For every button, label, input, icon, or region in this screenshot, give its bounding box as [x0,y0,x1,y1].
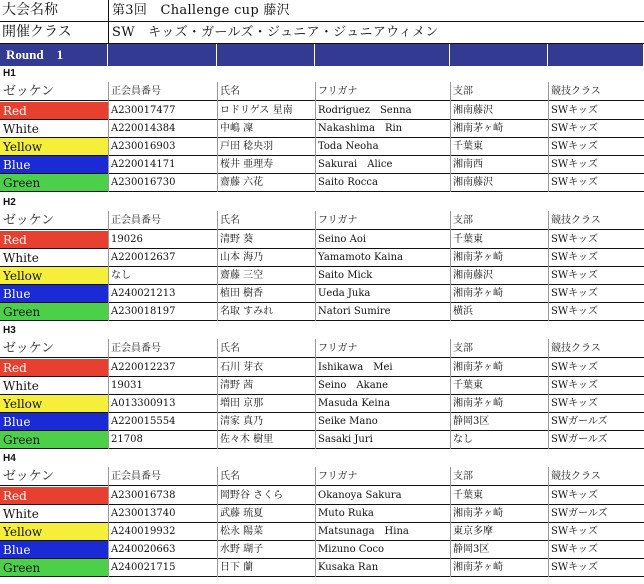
cell-name: 増田 京那 [217,395,315,413]
cell-name: 山本 海乃 [217,249,315,267]
cell-kana: Saito Mick [315,267,450,285]
cell-class: SWキッズ [548,395,644,413]
round-label: Round 1 [6,47,64,62]
cell-branch: 湘南茅ヶ崎 [450,559,548,577]
cell-member-no: A230013740 [108,505,217,523]
grid-line [315,82,316,192]
cell-class: SWキッズ [548,523,644,541]
cell-branch: 湘南西 [450,156,548,174]
bib-color-cell: Yellow [0,523,108,541]
round-cell [315,44,450,66]
cell-branch: 湘南茅ヶ崎 [450,285,548,303]
grid-line [548,339,549,449]
column-header-member-no: 正会員番号 [108,82,217,101]
cell-member-no: A013300913 [108,395,217,413]
column-header-bib: ゼッケン [0,82,108,101]
cell-branch: 東京多摩 [450,523,548,541]
cell-kana: Rodriguez Senna [315,102,450,120]
cell-name: 松永 陽菜 [217,523,315,541]
column-header-branch: 支部 [450,339,548,358]
column-header-bib: ゼッケン [0,467,108,486]
cell-branch: 湘南藤沢 [450,102,548,120]
cell-member-no: A230016738 [108,487,217,505]
cell-name: 齋藤 六花 [217,174,315,192]
bib-color-cell: Blue [0,156,108,174]
column-header-name: 氏名 [217,467,315,486]
cell-name: 中嶋 凜 [217,120,315,138]
bib-color-cell: Green [0,174,108,192]
cell-kana: Ishikawa Mei [315,359,450,377]
grid-line [108,339,109,449]
heat-label: H3 [3,325,16,336]
cell-kana: Seino Aoi [315,231,450,249]
grid-line [450,339,451,449]
column-header-branch: 支部 [450,211,548,230]
grid-line [315,339,316,449]
cell-kana: Sasaki Juri [315,431,450,449]
cell-member-no: A230018197 [108,303,217,321]
round-cell [108,44,217,66]
cell-branch: 湘南茅ヶ崎 [450,395,548,413]
cell-class: SWキッズ [548,559,644,577]
cell-member-no: A220015554 [108,413,217,431]
cell-branch: 湘南茅ヶ崎 [450,505,548,523]
cell-name: 清野 葵 [217,231,315,249]
event-class-row [0,22,644,44]
column-header-kana: フリガナ [315,211,450,230]
column-header-bib: ゼッケン [0,339,108,358]
cell-class: SWガールズ [548,505,644,523]
cell-kana: Sakurai Alice [315,156,450,174]
column-header-name: 氏名 [217,211,315,230]
cell-name: ロドリゲス 星南 [217,102,315,120]
column-header-bib: ゼッケン [0,211,108,230]
cell-member-no: A230016903 [108,138,217,156]
cell-member-no: A220012237 [108,359,217,377]
cell-name: 武藤 琉夏 [217,505,315,523]
bib-color-cell: White [0,377,108,395]
cell-kana: Muto Ruka [315,505,450,523]
column-header-member-no: 正会員番号 [108,211,217,230]
cell-kana: Ueda Juka [315,285,450,303]
bib-color-cell: Yellow [0,138,108,156]
grid-line [548,82,549,192]
cell-class: SWキッズ [548,156,644,174]
cell-class: SWガールズ [548,413,644,431]
grid-line [548,211,549,321]
cell-class: SWキッズ [548,303,644,321]
column-header-member-no: 正会員番号 [108,339,217,358]
cell-member-no: A220014384 [108,120,217,138]
bib-color-cell: Green [0,431,108,449]
column-header-member-no: 正会員番号 [108,467,217,486]
column-header-name: 氏名 [217,82,315,101]
cell-name: 齋藤 三空 [217,267,315,285]
cell-member-no: A240019932 [108,523,217,541]
cell-branch: 湘南茅ヶ崎 [450,359,548,377]
grid-line [217,211,218,321]
bib-color-cell: Green [0,559,108,577]
cell-class: SWキッズ [548,377,644,395]
cell-branch: 湘南茅ヶ崎 [450,120,548,138]
cell-class: SWキッズ [548,285,644,303]
column-header-class: 競技クラス [548,467,644,486]
bib-color-cell: Yellow [0,267,108,285]
event-name-label: 大会名称 [2,2,58,18]
column-header-name: 氏名 [217,339,315,358]
round-cell [450,44,548,66]
cell-kana: Yamamoto Kaina [315,249,450,267]
bib-color-cell: Green [0,303,108,321]
column-header-class: 競技クラス [548,82,644,101]
bib-color-cell: White [0,505,108,523]
cell-name: 岡野谷 さくら [217,487,315,505]
event-name-value: 第3回 Challenge cup 藤沢 [112,3,290,18]
cell-member-no: A240020663 [108,541,217,559]
bib-color-cell: Red [0,487,108,505]
bib-color-cell: White [0,249,108,267]
cell-branch: 横浜 [450,303,548,321]
bib-color-cell: White [0,120,108,138]
column-header-class: 競技クラス [548,339,644,358]
cell-branch: 千葉東 [450,487,548,505]
grid-line [548,467,549,577]
cell-kana: Seino Akane [315,377,450,395]
cell-name: 植田 樹香 [217,285,315,303]
cell-kana: Nakashima Rin [315,120,450,138]
cell-class: SWキッズ [548,231,644,249]
cell-name: 桜井 亜理寿 [217,156,315,174]
grid-line [450,467,451,577]
grid-line [108,467,109,577]
bib-color-cell: Red [0,102,108,120]
cell-branch: 湘南茅ヶ崎 [450,249,548,267]
cell-kana: Seike Mano [315,413,450,431]
bib-color-cell: Blue [0,285,108,303]
bib-color-cell: Red [0,359,108,377]
event-class-label: 開催クラス [2,24,72,40]
cell-class: SWキッズ [548,120,644,138]
cell-member-no: 19031 [108,377,217,395]
cell-class: SWキッズ [548,249,644,267]
cell-class: SWキッズ [548,541,644,559]
cell-name: 清野 茜 [217,377,315,395]
cell-kana: Toda Neoha [315,138,450,156]
grid-line [217,339,218,449]
cell-member-no: A220014171 [108,156,217,174]
column-header-class: 競技クラス [548,211,644,230]
round-cell [548,44,644,66]
cell-kana: Saito Rocca [315,174,450,192]
bib-color-cell: Blue [0,413,108,431]
cell-class: SWキッズ [548,174,644,192]
cell-member-no: A240021213 [108,285,217,303]
cell-name: 清家 真乃 [217,413,315,431]
round-header [0,44,644,66]
cell-member-no: なし [108,267,217,285]
header-divider [108,0,109,44]
cell-branch: 湘南藤沢 [450,174,548,192]
cell-class: SWキッズ [548,102,644,120]
cell-branch: 千葉東 [450,138,548,156]
cell-branch: 千葉東 [450,231,548,249]
event-class-value: SW キッズ・ガールズ・ジュニア・ジュニアウィメン [112,25,439,40]
cell-branch: 静岡3区 [450,413,548,431]
cell-member-no: A220012637 [108,249,217,267]
heat-label: H2 [3,197,16,208]
cell-kana: Matsunaga Hina [315,523,450,541]
cell-name: 石川 芽衣 [217,359,315,377]
cell-name: 戸田 稔央羽 [217,138,315,156]
grid-line [315,467,316,577]
cell-class: SWキッズ [548,359,644,377]
cell-kana: Kusaka Ran [315,559,450,577]
cell-name: 佐々木 樹里 [217,431,315,449]
cell-member-no: A240021715 [108,559,217,577]
bib-color-cell: Yellow [0,395,108,413]
column-header-branch: 支部 [450,467,548,486]
cell-branch: 静岡3区 [450,541,548,559]
cell-member-no: 19026 [108,231,217,249]
round-cell [217,44,315,66]
round-cell [0,44,108,66]
heat-label: H4 [3,453,16,464]
bib-color-cell: Blue [0,541,108,559]
cell-member-no: 21708 [108,431,217,449]
cell-branch: 湘南藤沢 [450,267,548,285]
cell-branch: 千葉東 [450,377,548,395]
cell-member-no: A230017477 [108,102,217,120]
cell-name: 水野 瑚子 [217,541,315,559]
grid-line [217,467,218,577]
cell-name: 名取 すみれ [217,303,315,321]
column-header-kana: フリガナ [315,82,450,101]
heat-label: H1 [3,68,16,79]
column-header-branch: 支部 [450,82,548,101]
cell-class: SWガールズ [548,431,644,449]
cell-member-no: A230016730 [108,174,217,192]
cell-kana: Masuda Keina [315,395,450,413]
bib-color-cell: Red [0,231,108,249]
cell-kana: Okanoya Sakura [315,487,450,505]
cell-class: SWキッズ [548,267,644,285]
grid-line [108,82,109,192]
column-header-kana: フリガナ [315,339,450,358]
cell-kana: Natori Sumire [315,303,450,321]
cell-kana: Mizuno Coco [315,541,450,559]
cell-class: SWキッズ [548,138,644,156]
cell-class: SWキッズ [548,487,644,505]
grid-line [108,211,109,321]
column-header-kana: フリガナ [315,467,450,486]
cell-name: 日下 蘭 [217,559,315,577]
grid-line [450,211,451,321]
grid-line [450,82,451,192]
grid-line [315,211,316,321]
cell-branch: なし [450,431,548,449]
event-name-row [0,0,644,22]
grid-line [217,82,218,192]
